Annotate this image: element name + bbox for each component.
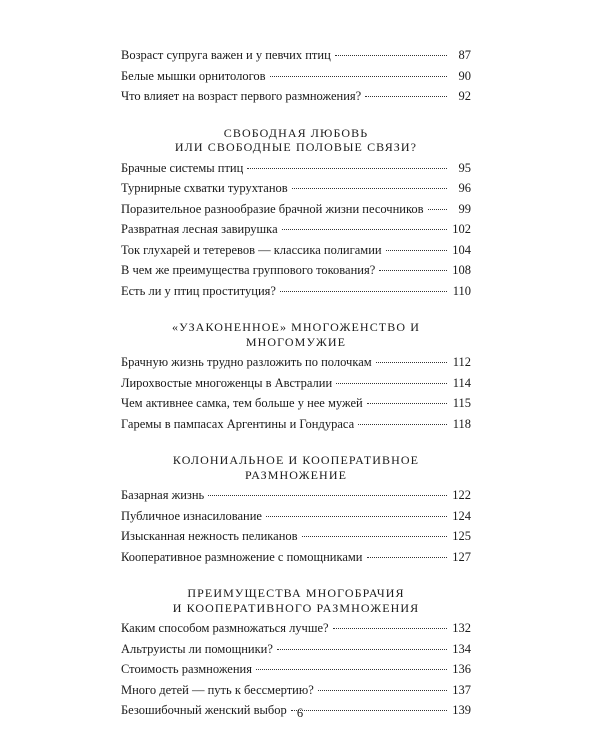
dot-leader [376,362,447,363]
toc-entry [121,161,471,182]
toc-entry [121,396,471,417]
toc-entry [121,89,471,110]
toc-entry [121,355,471,376]
table-of-contents [121,48,471,724]
toc-entry-title: Что влияет на возраст первого размножения? [121,89,362,103]
toc-entry-title: Изысканная нежность пеликанов [121,529,298,543]
dot-leader [367,557,448,558]
toc-section [121,126,471,305]
toc-entry-title: Базарная жизнь [121,488,205,502]
toc-entry [121,683,471,704]
toc-entry-title: Много детей — путь к бессмертию? [121,682,314,697]
dot-leader [379,270,447,271]
toc-entry-page: 137 [452,682,471,697]
toc-entry-page: 118 [452,416,471,431]
toc-entry [121,642,471,663]
dot-leader [277,649,447,650]
section-heading-line: СВОБОДНАЯ ЛЮБОВЬ [223,125,369,140]
dot-leader [318,690,447,691]
section-heading-line: И КООПЕРАТИВНОГО РАЗМНОЖЕНИЯ [172,600,420,615]
toc-entry-page: 139 [452,703,471,717]
toc-entry [121,284,471,305]
toc-entry-page: 112 [452,355,471,369]
toc-entry-page: 115 [452,396,471,410]
toc-entry [121,222,471,243]
toc-entry-page: 92 [458,89,471,103]
dot-leader [208,495,447,496]
toc-intro-entries [121,48,471,110]
dot-leader [428,209,447,210]
toc-entry-title: Ток глухарей и тетеревов — классика полигамии [121,242,382,257]
toc-entry-page: 90 [458,68,471,83]
toc-entry-page: 96 [458,181,471,195]
section-heading-line: «УЗАКОНЕННОЕ» МНОГОЖЕНСТВО И МНОГОМУЖИЕ [172,320,420,349]
toc-entry-title: Брачные системы птиц [121,160,244,175]
toc-entry-page: 125 [452,529,471,543]
toc-entry [121,376,471,397]
toc-entry-title: Белые мышки орнитологов [121,68,266,83]
toc-entry-page: 132 [452,621,471,635]
dot-leader [292,188,447,189]
toc-entry [121,69,471,90]
toc-entry-page: 104 [452,242,471,257]
dot-leader [247,168,447,169]
dot-leader [365,96,447,97]
toc-entry [121,263,471,284]
toc-entry-page: 87 [458,48,471,62]
section-heading [121,320,471,349]
toc-entry-page: 102 [452,222,471,236]
toc-entry [121,509,471,530]
toc-entry-page: 95 [458,160,471,175]
toc-entry-title: Турнирные схватки турухтанов [121,181,288,195]
toc-entry-page: 110 [452,283,471,298]
toc-entry [121,202,471,223]
toc-entry-page: 114 [452,375,471,390]
section-heading [121,126,471,155]
toc-entry-title: Есть ли у птиц проституция? [121,283,276,298]
toc-section [121,586,471,724]
toc-entry [121,621,471,642]
toc-entry-title: Стоимость размножения [121,662,252,676]
toc-entry-page: 134 [452,641,471,656]
toc-entry-title: Альтруисты ли помощники? [121,641,273,656]
section-heading [121,453,471,482]
toc-sections [121,126,471,724]
toc-section [121,320,471,437]
toc-entry-page: 99 [458,201,471,216]
toc-section [121,453,471,570]
toc-entry [121,529,471,550]
toc-entry-title: В чем же преимущества группового токования? [121,263,376,277]
toc-entry-title: Публичное изнасилование [121,508,262,523]
dot-leader [302,536,447,537]
toc-entry-page: 136 [452,662,471,676]
toc-entry [121,488,471,509]
section-heading-line: ПРЕИМУЩЕСТВА МНОГОБРАЧИЯ [187,586,405,600]
toc-entry-page: 108 [452,263,471,277]
dot-leader [256,669,447,670]
section-heading-line: ИЛИ СВОБОДНЫЕ ПОЛОВЫЕ СВЯЗИ? [174,140,418,154]
toc-entry-page: 124 [452,508,471,523]
toc-entry-title: Лирохвостые многоженцы в Австралии [121,375,333,390]
dot-leader [367,403,447,404]
dot-leader [266,516,447,517]
toc-entry [121,181,471,202]
dot-leader [335,55,447,56]
toc-entry-title: Чем активнее самка, тем больше у нее мужей [121,396,363,410]
page-number: 6 [296,706,304,720]
section-heading [121,586,471,615]
toc-entry [121,417,471,438]
toc-entry [121,550,471,571]
toc-entry-title: Безошибочный женский выбор [121,703,287,717]
toc-entry-title: Гаремы в пампасах Аргентины и Гондураса [121,416,355,431]
toc-entry-page: 122 [452,488,471,502]
dot-leader [336,383,447,384]
toc-entry [121,662,471,683]
toc-entry [121,48,471,69]
dot-leader [386,250,447,251]
dot-leader [270,76,447,77]
toc-entry [121,243,471,264]
toc-entry-title: Поразительное разнообразие брачной жизни песочников [121,201,424,216]
toc-entry-title: Возраст супруга важен и у певчих птиц [121,48,331,62]
toc-entry-page: 127 [452,549,471,564]
toc-entry-title: Брачную жизнь трудно разложить по полочкам [121,355,372,369]
toc-entry-title: Кооперативное размножение с помощниками [121,549,363,564]
toc-entry-title: Развратная лесная завирушка [121,222,278,236]
section-heading-line: КОЛОНИАЛЬНОЕ И КООПЕРАТИВНОЕ РАЗМНОЖЕНИЕ [172,453,420,482]
toc-entry-title: Каким способом размножаться лучше? [121,621,329,635]
dot-leader [358,424,447,425]
dot-leader [280,291,447,292]
dot-leader [282,229,447,230]
dot-leader [333,628,447,629]
